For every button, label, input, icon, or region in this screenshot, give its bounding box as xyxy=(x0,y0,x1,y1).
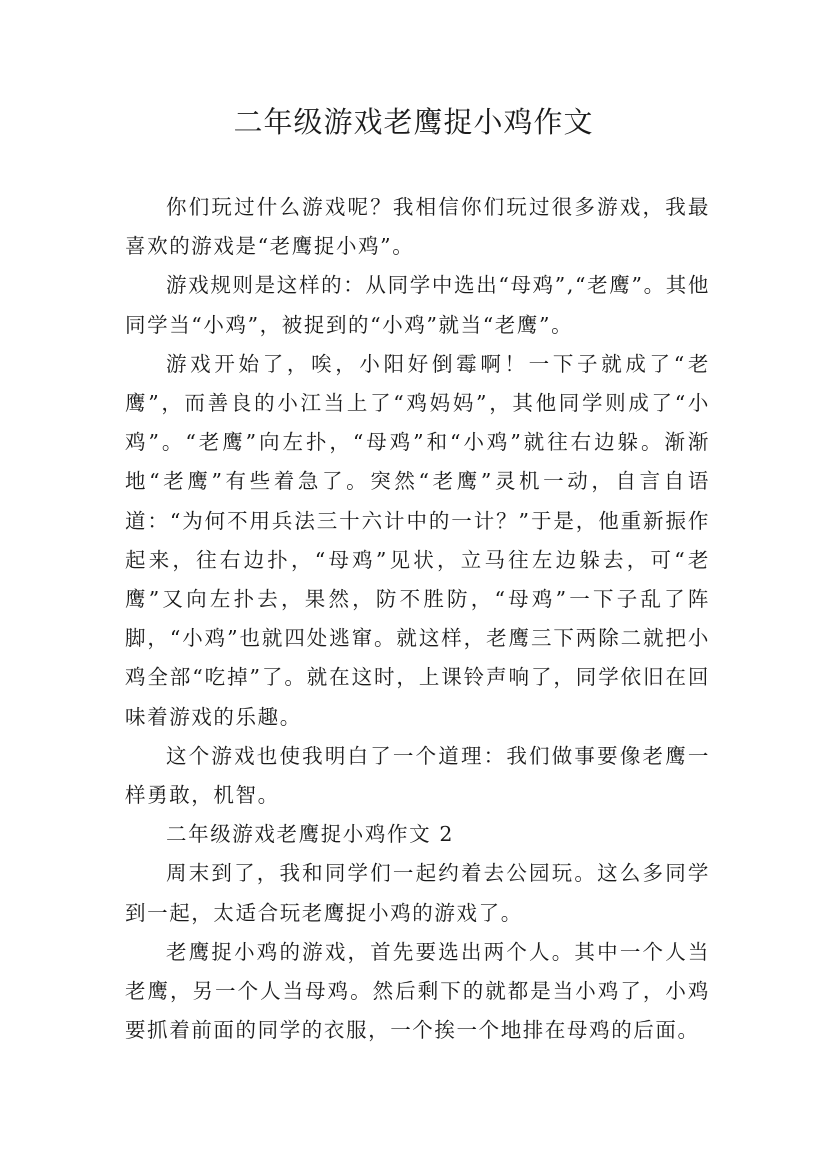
paragraph-6: 老鹰捉小鸡的游戏，首先要选出两个人。其中一个人当老鹰，另一个人当母鸡。然后剩下的就都是当小鸡了，小鸡要抓着前面的同学的衣服，一个挨一个地排在母鸡的后面。 xyxy=(125,939,710,1043)
paragraph-4: 这个游戏也使我明白了一个道理：我们做事要像老鹰一样勇敢，机智。 xyxy=(125,743,710,808)
paragraph-2: 游戏规则是这样的：从同学中选出“母鸡”,“老鹰”。其他同学当“小鸡”，被捉到的“小鸡”就当“老鹰”。 xyxy=(125,273,710,337)
section-heading-2: 二年级游戏老鹰捉小鸡作文 2 xyxy=(166,822,454,847)
document-body xyxy=(125,188,710,1050)
document-title: 二年级游戏老鹰捉小鸡作文 xyxy=(233,105,594,139)
paragraph-5: 周末到了，我和同学们一起约着去公园玩。这么多同学到一起，太适合玩老鹰捉小鸡的游戏了。 xyxy=(125,861,710,925)
paragraph-1: 你们玩过什么游戏呢？我相信你们玩过很多游戏，我最喜欢的游戏是“老鹰捉小鸡”。 xyxy=(125,195,710,259)
paragraph-3: 游戏开始了，唉，小阳好倒霉啊！一下子就成了“老鹰”，而善良的小江当上了“鸡妈妈”，其他同学则成了“小鸡”。“老鹰”向左扑，“母鸡”和“小鸡”就往右边躲。渐渐地“老鹰”有些着急了。突然“老鹰”灵机一动，自言自语道：“为何不用兵法三十六计中的一计？”于是，他重新振作起来，往右边扑，“母鸡”见状，立马往左边躲去，可“老鹰”又向左扑去，果然，防不胜防，“母鸡”一下子乱了阵脚，“小鸡”也就四处逃窜。就这样，老鹰三下两除二就把小鸡全部“吃掉”了。就在这时，上课铃声响了，同学依旧在回味着游戏的乐趣。 xyxy=(125,351,710,729)
